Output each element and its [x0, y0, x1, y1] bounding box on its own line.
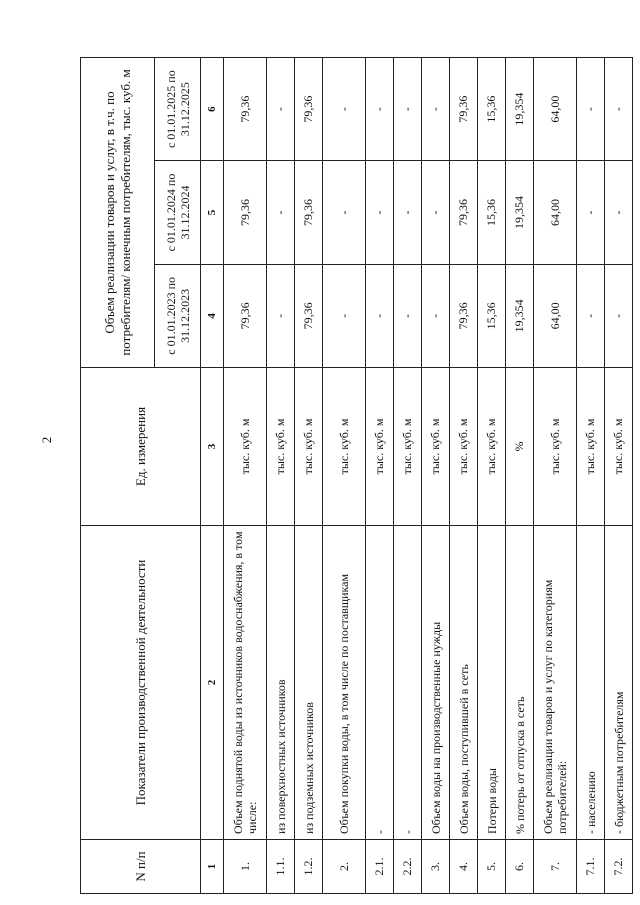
row-value-2025: - — [605, 58, 633, 161]
row-unit: % — [506, 368, 534, 526]
row-number: 7.2. — [605, 840, 633, 894]
row-number: 2. — [323, 840, 366, 894]
row-unit: тыс. куб. м — [422, 368, 450, 526]
row-unit: тыс. куб. м — [577, 368, 605, 526]
table-row — [450, 58, 478, 894]
table-row — [478, 58, 506, 894]
table-row — [605, 58, 633, 894]
header-indicator: Показатели производственной деятельности — [81, 526, 201, 840]
column-number: 6 — [201, 58, 224, 161]
row-unit: тыс. куб. м — [267, 368, 295, 526]
row-value-2024: 19,354 — [506, 161, 534, 264]
row-unit: тыс. куб. м — [295, 368, 323, 526]
row-indicator-name: Потери воды — [478, 526, 506, 840]
row-value-2025: - — [267, 58, 295, 161]
row-value-2023: 79,36 — [295, 264, 323, 367]
row-number: 6. — [506, 840, 534, 894]
row-number: 7. — [534, 840, 577, 894]
table-row — [394, 58, 422, 894]
row-value-2023: - — [366, 264, 394, 367]
header-period-2025: с 01.01.2025 по 31.12.2025 — [155, 58, 201, 161]
row-value-2023: - — [394, 264, 422, 367]
table-row — [267, 58, 295, 894]
header-period-2023: с 01.01.2023 по 31.12.2023 — [155, 264, 201, 367]
row-value-2023: - — [577, 264, 605, 367]
table-row — [323, 58, 366, 894]
column-number: 4 — [201, 264, 224, 367]
row-value-2023: - — [267, 264, 295, 367]
table-row — [295, 58, 323, 894]
row-indicator-name: Объем поднятой воды из источников водоснабжения, в том числе: — [224, 526, 267, 840]
row-value-2024: - — [366, 161, 394, 264]
row-indicator-name: Объем воды, поступившей в сеть — [450, 526, 478, 840]
row-value-2024: - — [323, 161, 366, 264]
row-value-2025: - — [394, 58, 422, 161]
column-numbers-row — [201, 58, 224, 894]
row-unit: тыс. куб. м — [323, 368, 366, 526]
row-value-2023: 79,36 — [224, 264, 267, 367]
row-value-2025: - — [422, 58, 450, 161]
header-volume: Объем реализации товаров и услуг, в т.ч. по потребителям/ конечным потребителям, тыс. куб. м — [81, 58, 155, 368]
row-value-2024: - — [267, 161, 295, 264]
row-value-2025: - — [366, 58, 394, 161]
row-indicator-name: Объем покупки воды, в том числе по поставщикам — [323, 526, 366, 840]
row-value-2024: - — [394, 161, 422, 264]
row-indicator-name: - бюджетным потребителям — [605, 526, 633, 840]
header-n: N п/п — [81, 840, 201, 894]
row-value-2023: 19,354 — [506, 264, 534, 367]
row-value-2023: 79,36 — [450, 264, 478, 367]
row-unit: тыс. куб. м — [478, 368, 506, 526]
row-number: 3. — [422, 840, 450, 894]
row-value-2023: - — [422, 264, 450, 367]
header-row — [81, 58, 155, 894]
row-unit: тыс. куб. м — [366, 368, 394, 526]
row-value-2025: 79,36 — [224, 58, 267, 161]
row-value-2024: 79,36 — [224, 161, 267, 264]
row-indicator-name: % потерь от отпуска в сеть — [506, 526, 534, 840]
row-value-2024: 79,36 — [295, 161, 323, 264]
column-number: 3 — [201, 368, 224, 526]
row-unit: тыс. куб. м — [605, 368, 633, 526]
row-value-2023: 64,00 — [534, 264, 577, 367]
row-value-2024: - — [605, 161, 633, 264]
page-number: 2 — [39, 436, 54, 444]
table-wrapper — [80, 57, 626, 894]
row-value-2025: 79,36 — [450, 58, 478, 161]
row-value-2025: - — [323, 58, 366, 161]
row-indicator-name: Объем реализации товаров и услуг по категориям потребителей: — [534, 526, 577, 840]
row-indicator-name: из подземных источников — [295, 526, 323, 840]
row-number: 1.2. — [295, 840, 323, 894]
table-row — [534, 58, 577, 894]
row-value-2024: 79,36 — [450, 161, 478, 264]
row-value-2023: - — [605, 264, 633, 367]
row-unit: тыс. куб. м — [534, 368, 577, 526]
row-number: 7.1. — [577, 840, 605, 894]
row-value-2025: 19,354 — [506, 58, 534, 161]
rotated-table-container — [80, 57, 626, 894]
row-indicator-name: - — [394, 526, 422, 840]
header-unit: Ед. измерения — [81, 368, 201, 526]
row-value-2025: 64,00 — [534, 58, 577, 161]
table-row — [366, 58, 394, 894]
table-row — [577, 58, 605, 894]
row-value-2024: 15,36 — [478, 161, 506, 264]
row-value-2025: - — [577, 58, 605, 161]
row-value-2023: - — [323, 264, 366, 367]
row-number: 2.2. — [394, 840, 422, 894]
row-value-2024: - — [422, 161, 450, 264]
row-indicator-name: из поверхностных источников — [267, 526, 295, 840]
row-unit: тыс. куб. м — [224, 368, 267, 526]
row-number: 2.1. — [366, 840, 394, 894]
table-row — [224, 58, 267, 894]
row-number: 4. — [450, 840, 478, 894]
row-value-2025: 79,36 — [295, 58, 323, 161]
row-indicator-name: - — [366, 526, 394, 840]
row-indicator-name: Объем воды на производственные нужды — [422, 526, 450, 840]
row-unit: тыс. куб. м — [450, 368, 478, 526]
row-value-2024: - — [577, 161, 605, 264]
row-indicator-name: - населению — [577, 526, 605, 840]
header-period-2024: с 01.01.2024 по 31.12.2024 — [155, 161, 201, 264]
row-value-2024: 64,00 — [534, 161, 577, 264]
row-value-2025: 15,36 — [478, 58, 506, 161]
column-number: 2 — [201, 526, 224, 840]
row-value-2023: 15,36 — [478, 264, 506, 367]
table-row — [422, 58, 450, 894]
row-number: 1. — [224, 840, 267, 894]
row-number: 5. — [478, 840, 506, 894]
production-indicators-table — [80, 57, 633, 894]
row-number: 1.1. — [267, 840, 295, 894]
column-number: 1 — [201, 840, 224, 894]
row-unit: тыс. куб. м — [394, 368, 422, 526]
column-number: 5 — [201, 161, 224, 264]
table-row — [506, 58, 534, 894]
